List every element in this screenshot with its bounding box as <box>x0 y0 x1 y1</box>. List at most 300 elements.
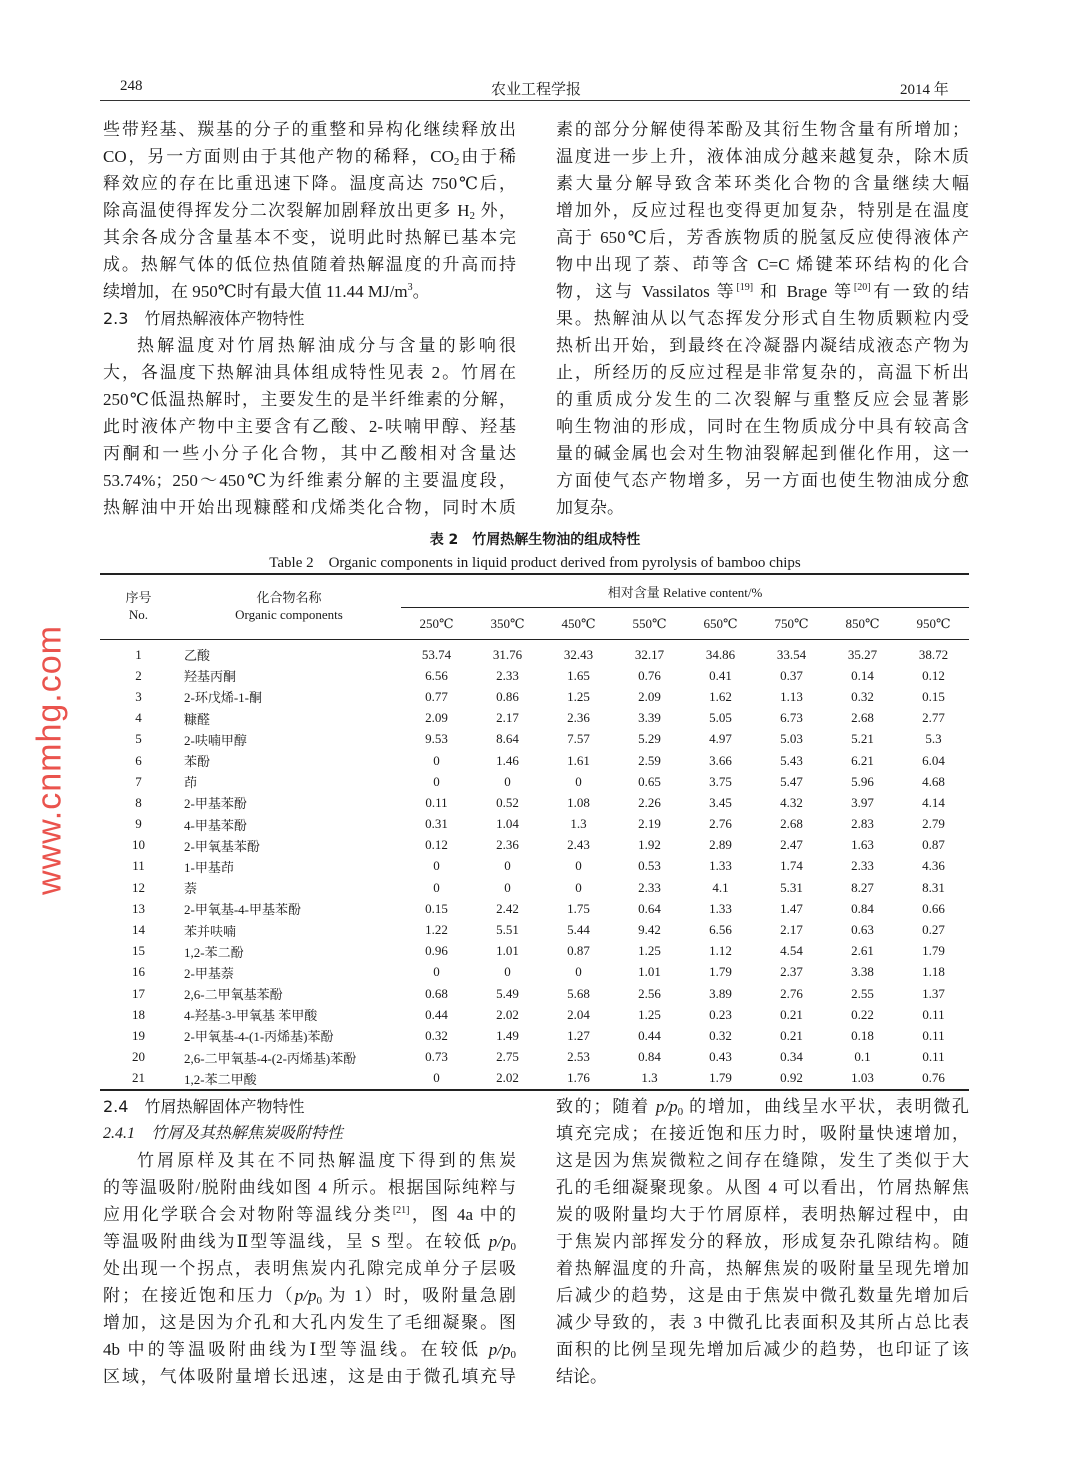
text-segment: 2.3 竹屑热解液体产物特性 <box>103 309 305 328</box>
text-segment: 外， <box>475 201 516 220</box>
content-value: 1.08 <box>567 794 590 810</box>
row-number: 21 <box>132 1070 145 1086</box>
text-segment: 热解温度对竹屑热解油成分与含量的影响很 <box>137 336 516 355</box>
text-segment: 增加外，反应过程也变得更加复杂，特别是在温度 <box>556 201 969 220</box>
text-line <box>556 1147 969 1174</box>
content-value: 0.11 <box>922 1027 945 1043</box>
text-segment: 250℃低温热解时，主要发生的是半纤维素的分解， <box>103 390 516 409</box>
content-value: 3.39 <box>638 710 661 726</box>
row-number: 18 <box>132 1006 145 1022</box>
right-column-bottom-text <box>556 1093 969 1390</box>
table-row <box>100 665 969 686</box>
content-value: 5.29 <box>638 731 661 747</box>
content-value: 5.51 <box>496 922 519 938</box>
text-line <box>103 359 516 386</box>
content-value: 2.59 <box>638 752 661 768</box>
content-value: 6.73 <box>780 710 803 726</box>
content-value: 2.36 <box>567 710 590 726</box>
compound-name: 4-羟基-3-甲氧基 苯甲酸 <box>184 1008 318 1024</box>
content-value: 0 <box>575 879 582 895</box>
text-line <box>556 1363 969 1390</box>
text-segment: 减少导致的，表 3 中微孔比表面积及其所占总比表 <box>556 1313 969 1332</box>
content-value: 2.02 <box>496 1070 519 1086</box>
text-segment: 由于稀 <box>459 147 517 166</box>
text-line <box>556 413 969 440</box>
compound-name: 苯酚 <box>184 754 211 770</box>
text-segment: 结论。 <box>556 1367 607 1386</box>
content-value: 0.76 <box>638 667 661 683</box>
content-value: 4.97 <box>709 731 732 747</box>
content-value: 2.79 <box>922 816 945 832</box>
temp-header: 550℃ <box>632 615 667 631</box>
content-value: 1.3 <box>570 816 587 832</box>
header-rule <box>100 100 970 101</box>
content-value: 5.31 <box>780 879 803 895</box>
content-value: 2.47 <box>780 837 803 853</box>
content-value: 2.68 <box>851 710 874 726</box>
content-value: 2.43 <box>567 837 590 853</box>
text-line <box>103 143 516 170</box>
text-line <box>556 1093 969 1120</box>
compound-name: 羟基丙酮 <box>184 669 237 685</box>
content-value: 1.62 <box>709 688 732 704</box>
row-number: 12 <box>132 879 145 895</box>
row-number: 2 <box>135 667 142 683</box>
text-segment: 其余各成分含量基本不变，说明此时热解已基本完 <box>103 228 516 247</box>
text-segment: 和 Brage 等 <box>753 282 854 301</box>
text-line <box>103 1201 516 1228</box>
temp-header: 250℃ <box>419 615 454 631</box>
content-value: 6.56 <box>709 922 732 938</box>
content-value: 1.18 <box>922 964 945 980</box>
composition-table <box>100 573 969 1091</box>
content-value: 0.27 <box>922 922 945 938</box>
text-line <box>556 1255 969 1282</box>
row-number: 8 <box>135 794 142 810</box>
text-segment: 除高温使得挥发分二次裂解加剧释放出更多 H <box>103 201 470 220</box>
superscript: [20] <box>853 282 871 293</box>
text-line <box>103 1255 516 1282</box>
row-number: 4 <box>135 710 142 726</box>
content-value: 1.03 <box>851 1070 874 1086</box>
text-line <box>556 494 969 521</box>
left-column-top-text <box>103 116 516 521</box>
text-segment: 的重质成分发生的二次裂解与重整反应会显著影 <box>556 390 969 409</box>
compound-name: 2-甲基苯酚 <box>184 796 247 812</box>
watermark: www.cnmhg.com <box>30 625 69 895</box>
table-row <box>100 708 969 729</box>
content-value: 0 <box>575 858 582 874</box>
content-value: 0.43 <box>709 1049 732 1065</box>
text-line <box>103 170 516 197</box>
text-line <box>103 386 516 413</box>
content-value: 5.47 <box>780 773 803 789</box>
text-segment: 炭的吸附量均大于竹屑原样，表明热解过程中，由 <box>556 1205 969 1224</box>
text-line <box>556 278 969 305</box>
text-segment: 孔的毛细凝聚现象。从图 4 可以看出，竹屑热解焦 <box>556 1178 969 1197</box>
content-value: 4.14 <box>922 794 945 810</box>
compound-name: 1,2-苯二甲酸 <box>184 1071 257 1087</box>
content-value: 0.11 <box>922 1006 945 1022</box>
content-value: 1.47 <box>780 900 803 916</box>
text-segment: 续增加，在 950℃时有最大值 11.44 MJ/m <box>103 282 408 301</box>
temp-header: 650℃ <box>703 615 738 631</box>
content-value: 0 <box>504 858 511 874</box>
content-value: 5.96 <box>851 773 874 789</box>
text-line <box>103 1174 516 1201</box>
content-value: 0.32 <box>425 1027 448 1043</box>
content-value: 2.09 <box>425 710 448 726</box>
col-name-header <box>177 574 401 640</box>
content-value: 4.36 <box>922 858 945 874</box>
content-value: 0.31 <box>425 816 448 832</box>
row-number: 5 <box>135 731 142 747</box>
content-value: 0 <box>504 773 511 789</box>
content-value: 1.49 <box>496 1027 519 1043</box>
text-segment: 果。热解油从以气态挥发分形式自生物质颗粒内受 <box>556 309 969 328</box>
content-value: 32.17 <box>634 646 665 662</box>
text-segment: 加复杂。 <box>556 498 624 517</box>
table-row <box>100 771 969 792</box>
content-value: 1.27 <box>567 1027 590 1043</box>
content-value: 5.68 <box>567 985 590 1001</box>
subscript: 0 <box>316 1295 323 1307</box>
relative-content-header: 相对含量 Relative content/% <box>401 574 969 608</box>
text-segment: p/p <box>294 1286 317 1305</box>
table-row <box>100 919 969 940</box>
content-value: 2.55 <box>851 985 874 1001</box>
compound-name: 1-甲基茚 <box>184 859 234 875</box>
text-line <box>556 197 969 224</box>
content-value: 2.61 <box>851 943 874 959</box>
content-value: 2.33 <box>496 667 519 683</box>
content-value: 1.76 <box>567 1070 590 1086</box>
text-line <box>556 1336 969 1363</box>
text-segment: 53.74%；250～450℃为纤维素分解的主要温度段， <box>103 471 516 490</box>
text-segment: p/p <box>655 1097 678 1116</box>
content-value: 0.44 <box>425 1006 448 1022</box>
compound-name: 2-甲氧基-4-甲基苯酚 <box>184 902 301 918</box>
content-value: 0.92 <box>780 1070 803 1086</box>
content-value: 1.37 <box>922 985 945 1001</box>
temp-header: 950℃ <box>916 615 951 631</box>
text-line <box>103 413 516 440</box>
col-name-en: Organic components <box>235 607 343 622</box>
content-value: 0 <box>575 773 582 789</box>
text-segment: 后减少的趋势，这是由于焦炭中微孔数量先增加后 <box>556 1286 969 1305</box>
content-value: 0.77 <box>425 688 448 704</box>
compound-name: 2-甲基萘 <box>184 965 234 981</box>
content-value: 1.75 <box>567 900 590 916</box>
text-line <box>103 278 516 305</box>
text-segment: 这是因为焦炭微粒之间存在缝隙，发生了类似于大 <box>556 1151 969 1170</box>
content-value: 0 <box>433 752 440 768</box>
content-value: 0.63 <box>851 922 874 938</box>
text-segment: 处出现一个拐点，表明焦炭内孔隙完成单分子层吸 <box>103 1259 516 1278</box>
text-segment: 面积的比例呈现先增加后减少的趋势，也印证了该 <box>556 1340 969 1359</box>
row-number: 1 <box>135 646 142 662</box>
text-line <box>556 386 969 413</box>
table-row <box>100 792 969 813</box>
content-value: 0.32 <box>851 688 874 704</box>
table-row <box>100 686 969 707</box>
subscript: 2 <box>469 210 476 222</box>
table-row <box>100 835 969 856</box>
section-heading <box>103 1093 516 1120</box>
compound-name: 2,6-二甲氧基-4-(2-丙烯基)苯酚 <box>184 1050 357 1066</box>
content-value: 0.37 <box>780 667 803 683</box>
content-value: 0.73 <box>425 1049 448 1065</box>
content-value: 2.33 <box>851 858 874 874</box>
temp-header: 450℃ <box>561 615 596 631</box>
temp-header: 850℃ <box>845 615 880 631</box>
text-line <box>556 170 969 197</box>
content-value: 0.11 <box>922 1049 945 1065</box>
text-segment: 4b 中的等温吸附曲线为Ⅰ型等温线。在较低 <box>103 1340 489 1359</box>
text-line <box>556 1120 969 1147</box>
text-segment: 物中出现了萘、茚等含 C=C 烯键苯环结构的化合 <box>556 255 969 274</box>
text-segment: CO，另一方面则由于其他产物的稀释，CO <box>103 147 454 166</box>
row-number: 7 <box>135 773 142 789</box>
section-heading <box>103 305 516 332</box>
content-value: 0.21 <box>780 1006 803 1022</box>
text-line <box>103 224 516 251</box>
compound-name: 2-甲氧基-4-(1-丙烯基)苯酚 <box>184 1029 334 1045</box>
content-value: 9.42 <box>638 922 661 938</box>
content-value: 0 <box>433 879 440 895</box>
text-line <box>556 332 969 359</box>
compound-name: 2,6-二甲氧基苯酚 <box>184 987 283 1003</box>
compound-name: 茚 <box>184 775 198 791</box>
text-segment: 附；在接近饱和压力（ <box>103 1286 295 1305</box>
table-row <box>100 640 969 666</box>
compound-name: 乙酸 <box>184 648 211 664</box>
content-value: 2.77 <box>922 710 945 726</box>
content-value: 0.34 <box>780 1049 803 1065</box>
content-value: 1.61 <box>567 752 590 768</box>
content-value: 38.72 <box>918 646 949 662</box>
content-value: 3.75 <box>709 773 732 789</box>
text-segment: 止，所经历的反应过程是非常复杂的，高温下析出 <box>556 363 969 382</box>
content-value: 2.83 <box>851 816 874 832</box>
content-value: 2.36 <box>496 837 519 853</box>
content-value: 2.02 <box>496 1006 519 1022</box>
text-segment: 等温吸附曲线为Ⅱ型等温线，呈 S 型。在较低 <box>103 1232 489 1251</box>
content-value: 35.27 <box>847 646 878 662</box>
right-column-top-text <box>556 116 969 521</box>
content-value: 0.96 <box>425 943 448 959</box>
content-value: 1.01 <box>496 943 519 959</box>
compound-name: 2-甲氧基苯酚 <box>184 838 260 854</box>
content-value: 3.97 <box>851 794 874 810</box>
text-segment: 成。热解气体的低位热值随着热解温度的升高而持 <box>103 255 516 274</box>
table-row <box>100 856 969 877</box>
text-segment: 此时液体产物中主要含有乙酸、2-呋喃甲醇、羟基 <box>103 417 516 436</box>
content-value: 1.01 <box>638 964 661 980</box>
superscript: 3 <box>407 282 413 293</box>
content-value: 1.79 <box>922 943 945 959</box>
text-line <box>103 467 516 494</box>
subscript: 0 <box>677 1106 684 1118</box>
text-segment: 素的部分分解使得苯酚及其衍生物含量有所增加； <box>556 120 969 139</box>
text-segment: 素大量分解导致含苯环类化合物的含量继续大幅 <box>556 174 969 193</box>
table-caption-cn: 表 2 竹屑热解生物油的组成特性 <box>429 532 641 548</box>
content-value: 0.18 <box>851 1027 874 1043</box>
content-value: 0.21 <box>780 1027 803 1043</box>
content-value: 0 <box>575 964 582 980</box>
journal-title: 农业工程学报 <box>490 82 581 98</box>
text-segment: 于焦炭内部挥发分的释放，形成复杂孔隙结构。随 <box>556 1232 969 1251</box>
text-line <box>556 1201 969 1228</box>
text-line <box>103 197 516 224</box>
table-row <box>100 1047 969 1068</box>
content-value: 2.76 <box>709 816 732 832</box>
text-segment: 。 <box>412 282 430 301</box>
content-value: 2.42 <box>496 900 519 916</box>
content-value: 3.38 <box>851 964 874 980</box>
text-line <box>103 251 516 278</box>
content-value: 1.79 <box>709 964 732 980</box>
text-segment: 大，各温度下热解油具体组成特性见表 2。竹屑在 <box>103 363 516 382</box>
publication-year: 2014 年 <box>900 82 949 98</box>
col-no-cn: 序号 <box>125 590 152 605</box>
content-value: 0 <box>433 964 440 980</box>
content-value: 9.53 <box>425 731 448 747</box>
content-value: 1.46 <box>496 752 519 768</box>
table-row <box>100 898 969 919</box>
content-value: 0.66 <box>922 900 945 916</box>
text-segment: p/p <box>488 1232 511 1251</box>
text-segment: 热解油中开始出现糠醛和戊烯类化合物，同时木质 <box>103 498 516 517</box>
row-number: 9 <box>135 816 142 832</box>
content-value: 5.43 <box>780 752 803 768</box>
table-row <box>100 941 969 962</box>
table-row <box>100 962 969 983</box>
content-value: 0.14 <box>851 667 874 683</box>
row-number: 20 <box>132 1049 145 1065</box>
col-name-cn: 化合物名称 <box>256 590 322 605</box>
row-number: 19 <box>132 1027 145 1043</box>
subscript: 0 <box>510 1241 516 1253</box>
content-value: 4.68 <box>922 773 945 789</box>
content-value: 2.37 <box>780 964 803 980</box>
content-value: 0.84 <box>638 1049 661 1065</box>
text-segment: 致的；随着 <box>556 1097 656 1116</box>
content-value: 33.54 <box>776 646 807 662</box>
content-value: 1.74 <box>780 858 803 874</box>
text-line <box>556 359 969 386</box>
content-value: 1.33 <box>709 858 732 874</box>
text-line <box>103 116 516 143</box>
text-line <box>556 440 969 467</box>
content-value: 0.68 <box>425 985 448 1001</box>
content-value: 0.41 <box>709 667 732 683</box>
content-value: 34.86 <box>705 646 736 662</box>
text-segment: 填充完成；在接近饱和压力时，吸附量快速增加， <box>556 1124 969 1143</box>
content-value: 1.79 <box>709 1070 732 1086</box>
text-segment: p/p <box>488 1340 511 1359</box>
row-number: 14 <box>132 922 145 938</box>
text-segment: 释效应的存在比重迅速下降。温度高达 750℃后， <box>103 174 516 193</box>
content-value: 2.09 <box>638 688 661 704</box>
text-line <box>556 305 969 332</box>
content-value: 1.63 <box>851 837 874 853</box>
content-value: 0.87 <box>567 943 590 959</box>
text-segment: 热析出开始，到最终在冷凝器内凝结成液态产物为 <box>556 336 969 355</box>
content-value: 1.13 <box>780 688 803 704</box>
text-line <box>103 440 516 467</box>
content-value: 0.23 <box>709 1006 732 1022</box>
text-segment: 的等温吸附/脱附曲线如图 4 所示。根据国际纯粹与 <box>103 1178 516 1197</box>
content-value: 3.45 <box>709 794 732 810</box>
content-value: 2.17 <box>496 710 519 726</box>
table-row <box>100 729 969 750</box>
row-number: 15 <box>132 943 145 959</box>
row-number: 3 <box>135 688 142 704</box>
text-segment: 有一致的结 <box>870 282 970 301</box>
content-value: 1.33 <box>709 900 732 916</box>
content-value: 1.25 <box>638 1006 661 1022</box>
content-value: 2.26 <box>638 794 661 810</box>
compound-name: 苯并呋喃 <box>184 923 237 939</box>
text-line <box>103 1336 516 1363</box>
subscript: 2 <box>453 156 460 168</box>
row-number: 16 <box>132 964 145 980</box>
content-value: 1.92 <box>638 837 661 853</box>
text-line <box>103 1228 516 1255</box>
left-column-bottom-text <box>103 1093 516 1390</box>
text-line <box>103 1282 516 1309</box>
text-line <box>556 224 969 251</box>
table-row <box>100 1025 969 1046</box>
text-line <box>556 1174 969 1201</box>
content-value: 0 <box>433 1070 440 1086</box>
content-value: 0.22 <box>851 1006 874 1022</box>
content-value: 6.56 <box>425 667 448 683</box>
compound-name: 2-环戊烯-1-酮 <box>184 690 262 706</box>
text-segment: 高于 650℃后，芳香族物质的脱氢反应使得液体产 <box>556 228 969 247</box>
content-value: 1.65 <box>567 667 590 683</box>
content-value: 0.1 <box>854 1049 871 1065</box>
content-value: 0.11 <box>425 794 448 810</box>
text-segment: 些带羟基、羰基的分子的重整和异构化继续释放出 <box>103 120 516 139</box>
text-segment: 响生物油的形成，同时在生物质成分中具有较高含 <box>556 417 969 436</box>
content-value: 0.15 <box>425 900 448 916</box>
compound-name: 1,2-苯二酚 <box>184 944 244 960</box>
text-segment: 物，这与 Vassilatos 等 <box>556 282 737 301</box>
content-value: 2.68 <box>780 816 803 832</box>
content-value: 1.12 <box>709 943 732 959</box>
content-value: 0.64 <box>638 900 661 916</box>
content-value: 0.32 <box>709 1027 732 1043</box>
content-value: 4.32 <box>780 794 803 810</box>
table-row <box>100 1068 969 1090</box>
text-segment: 区域，气体吸附量增长迅速，这是由于微孔填充导 <box>103 1367 516 1386</box>
text-line <box>556 251 969 278</box>
content-value: 32.43 <box>563 646 594 662</box>
content-value: 53.74 <box>421 646 452 662</box>
compound-name: 4-甲基苯酚 <box>184 817 247 833</box>
content-value: 5.44 <box>567 922 590 938</box>
content-value: 0.15 <box>922 688 945 704</box>
content-value: 3.66 <box>709 752 732 768</box>
content-value: 0.52 <box>496 794 519 810</box>
content-value: 6.21 <box>851 752 874 768</box>
content-value: 0 <box>433 773 440 789</box>
text-segment: 着热解温度的升高，热解焦炭的吸附量呈现先增加 <box>556 1259 969 1278</box>
content-value: 1.22 <box>425 922 448 938</box>
row-number: 11 <box>132 858 145 874</box>
